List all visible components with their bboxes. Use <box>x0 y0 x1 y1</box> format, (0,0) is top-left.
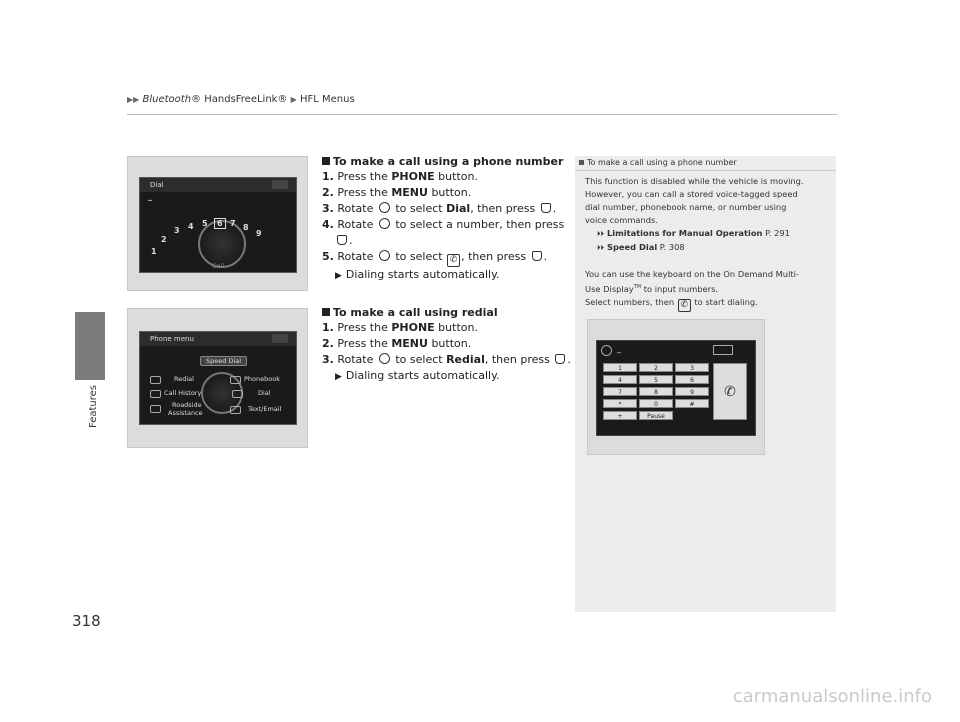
dial-digit: 8 <box>243 223 249 232</box>
note-line: Use Display™ to input numbers. <box>585 283 719 294</box>
menu-dial: Dial <box>258 389 271 397</box>
step-3: 3. Rotate to select Redial, then press . <box>322 353 571 366</box>
note-line: However, you can call a stored voice-tagged speed <box>585 189 798 199</box>
dial-cursor: _ <box>148 192 152 201</box>
menu-phonebook: Phonebook <box>244 375 280 383</box>
keypad-screen-image <box>587 319 765 455</box>
page-number: 318 <box>72 612 101 630</box>
breadcrumb-arrow-icon: ▶ <box>290 95 297 104</box>
interface-dial-icon <box>379 218 390 229</box>
phone-icon <box>601 345 612 356</box>
key-3[interactable]: 3 <box>675 363 709 372</box>
dial-digit: 4 <box>188 222 194 231</box>
keypad-screen <box>596 340 756 436</box>
menu-roadside-assistance: Assistance <box>168 409 203 417</box>
key-7[interactable]: 7 <box>603 387 637 396</box>
step-4-cont: . <box>322 233 567 249</box>
section-tab-label: Features <box>88 385 99 428</box>
key-star[interactable]: * <box>603 399 637 408</box>
dial-icon <box>232 390 243 398</box>
menu-redial: Redial <box>174 375 194 383</box>
result-arrow-icon: ▶ <box>335 372 342 382</box>
breadcrumb-hfl-menus[interactable]: HFL Menus <box>300 94 355 105</box>
phone-menu-screen-image <box>127 308 308 448</box>
dial-digit-selected: 6 <box>214 218 226 229</box>
breadcrumb-handsfreelink[interactable]: ® HandsFreeLink® <box>191 94 288 105</box>
note-header <box>575 156 836 171</box>
watermark: carmanualsonline.info <box>732 686 932 707</box>
press-dial-icon <box>555 354 565 364</box>
key-plus[interactable]: + <box>603 411 637 420</box>
dial-digit: 2 <box>161 235 167 244</box>
reference-arrow-icon: ⏵⏵ <box>597 230 604 238</box>
text-email-icon <box>230 406 241 414</box>
square-bullet-icon <box>322 308 330 316</box>
key-4[interactable]: 4 <box>603 375 637 384</box>
note-marker-icon <box>579 160 584 165</box>
dial-digit: 7 <box>230 219 236 228</box>
dial-digit: 1 <box>151 247 157 256</box>
key-9[interactable]: 9 <box>675 387 709 396</box>
press-dial-icon <box>541 203 551 213</box>
key-hash[interactable]: # <box>675 399 709 408</box>
dial-digit: 3 <box>174 226 180 235</box>
dial-digit: 9 <box>256 229 262 238</box>
signal-icon <box>272 334 288 343</box>
dial-digit: 5 <box>202 219 208 228</box>
breadcrumb-arrow-icon: ▶▶ <box>127 95 140 104</box>
menu-roadside: Roadside <box>172 401 202 409</box>
note-line: You can use the keyboard on the On Demand Multi- <box>585 269 799 279</box>
phone-menu-title-bar <box>140 332 296 346</box>
step-result: ▶ Dialing starts automatically. <box>335 268 500 281</box>
key-pause[interactable]: Pause <box>639 411 673 420</box>
phone-call-icon: ✆ <box>447 254 460 267</box>
square-bullet-icon <box>322 157 330 165</box>
key-1[interactable]: 1 <box>603 363 637 372</box>
menu-speed-dial: Speed Dial <box>200 356 247 366</box>
phone-menu-title: Phone menu <box>150 335 194 343</box>
phonebook-icon <box>230 376 241 384</box>
section-phone-number <box>322 155 567 284</box>
header-rule <box>127 114 837 115</box>
note-body <box>585 175 833 312</box>
step-1: 1. Press the PHONE button. <box>322 170 478 183</box>
phone-call-icon: ✆ <box>678 299 691 312</box>
keypad-cursor: _ <box>617 344 621 353</box>
step-1: 1. Press the PHONE button. <box>322 321 478 334</box>
note-line: Select numbers, then ✆ to start dialing. <box>585 296 758 310</box>
signal-icon <box>272 180 288 189</box>
interface-dial-icon <box>379 250 390 261</box>
section-tab <box>75 312 105 380</box>
roadside-icon <box>150 405 161 413</box>
call-history-icon <box>150 390 161 398</box>
call-key-phone-icon[interactable]: ✆ <box>713 363 747 420</box>
dial-screen-title-bar <box>140 178 296 192</box>
step-5: 5. Rotate to select ✆ , then press . <box>322 250 548 265</box>
reference-arrow-icon: ⏵⏵ <box>597 244 604 252</box>
dial-call-label: Call <box>212 262 225 270</box>
step-2: 2. Press the MENU button. <box>322 186 472 199</box>
step-3: 3. Rotate to select Dial, then press . <box>322 202 557 215</box>
step-4: 4. Rotate to select a number, then press <box>322 218 565 231</box>
step-result: ▶ Dialing starts automatically. <box>335 369 500 382</box>
dial-screen-image <box>127 156 308 291</box>
press-dial-icon <box>337 235 347 245</box>
section-heading: To make a call using a phone number <box>322 155 567 168</box>
breadcrumb <box>127 94 355 105</box>
note-line: This function is disabled while the vehicle is moving. <box>585 176 804 186</box>
interface-dial-icon <box>379 202 390 213</box>
dial-screen-title: Dial <box>150 181 164 189</box>
menu-call-history: Call History <box>164 389 202 397</box>
section-heading: To make a call using redial <box>322 306 567 319</box>
key-0[interactable]: 0 <box>639 399 673 408</box>
redial-icon <box>150 376 161 384</box>
result-arrow-icon: ▶ <box>335 271 342 281</box>
breadcrumb-bluetooth[interactable]: Bluetooth <box>142 94 192 105</box>
interface-dial-icon <box>379 353 390 364</box>
backspace-icon[interactable] <box>713 345 733 355</box>
note-title: To make a call using a phone number <box>587 158 737 167</box>
key-2[interactable]: 2 <box>639 363 673 372</box>
menu-text-email: Text/Email <box>248 405 282 413</box>
step-2: 2. Press the MENU button. <box>322 337 472 350</box>
note-line: dial number, phonebook name, or number using <box>585 202 787 212</box>
key-6[interactable]: 6 <box>675 375 709 384</box>
press-dial-icon <box>532 251 542 261</box>
ref-limitations[interactable]: ⏵⏵ Limitations for Manual Operation P. 291 <box>597 228 790 238</box>
note-line: voice commands. <box>585 215 658 225</box>
section-redial <box>322 306 571 385</box>
key-5[interactable]: 5 <box>639 375 673 384</box>
ref-speed-dial[interactable]: ⏵⏵ Speed Dial P. 308 <box>597 242 685 252</box>
key-8[interactable]: 8 <box>639 387 673 396</box>
